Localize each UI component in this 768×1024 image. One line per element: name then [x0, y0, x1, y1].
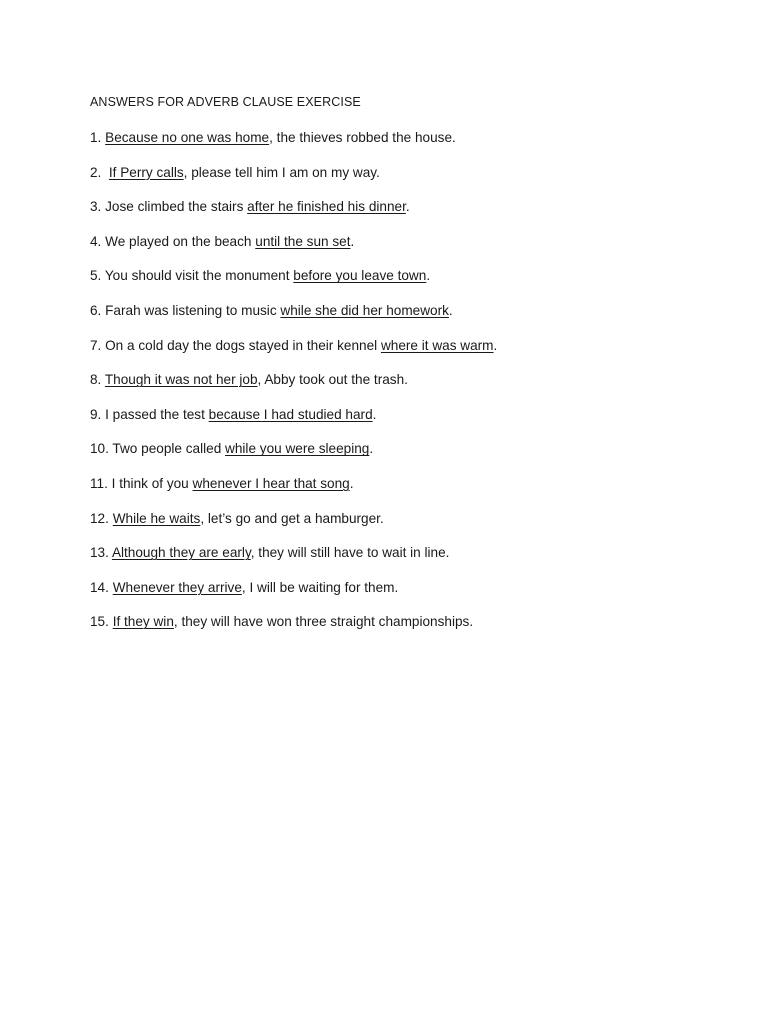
answer-prefix: 9. I passed the test [90, 406, 209, 422]
answer-suffix: . [448, 302, 453, 318]
answer-prefix: 13. [90, 545, 112, 561]
answer-item-2 [90, 164, 497, 199]
adverb-clause: where it was warm [380, 337, 494, 353]
answer-prefix: 3. Jose climbed the stairs [90, 199, 248, 215]
answer-item-11 [90, 475, 497, 510]
answer-suffix: , let’s go and get a hamburger. [200, 510, 384, 526]
answer-prefix: 10. Two people called [90, 441, 226, 457]
answer-suffix: , the thieves robbed the house. [269, 130, 456, 145]
answer-prefix: 14. [90, 579, 113, 595]
answer-item-4 [90, 233, 497, 268]
answer-suffix: . [493, 337, 498, 353]
answer-item-9 [90, 406, 497, 441]
answer-prefix: 2. [90, 164, 109, 180]
answer-item-6 [90, 302, 497, 337]
answer-suffix: . [350, 233, 355, 249]
adverb-clause: while she did her homework [280, 302, 449, 318]
answer-prefix: 7. On a cold day the dogs stayed in their kennel [90, 337, 381, 353]
answer-prefix: 4. We played on the beach [90, 233, 256, 249]
adverb-clause: Although they are early [111, 545, 251, 561]
answer-prefix: 5. You should visit the monument [90, 268, 294, 284]
answer-item-3 [90, 198, 497, 233]
adverb-clause: while you were sleeping [225, 441, 370, 457]
adverb-clause: If Perry calls [108, 164, 184, 180]
answer-item-13 [90, 544, 497, 579]
answer-suffix: , I will be waiting for them. [241, 579, 399, 595]
answer-suffix: , please tell him I am on my way. [183, 164, 380, 180]
adverb-clause: because I had studied hard [208, 406, 373, 422]
answer-prefix: 6. Farah was listening to music [90, 302, 281, 318]
answer-item-7 [90, 337, 497, 372]
answer-prefix: 11. I think of you [90, 475, 193, 491]
answer-suffix: . [372, 406, 377, 422]
answer-item-14 [90, 579, 497, 614]
answer-item-8 [90, 371, 497, 406]
answer-prefix: 12. [90, 510, 113, 526]
adverb-clause: While he waits [112, 510, 201, 526]
answer-item-15 [90, 613, 497, 648]
answer-suffix: . [405, 199, 410, 215]
document-title: ANSWERS FOR ADVERB CLAUSE EXERCISE [90, 95, 361, 109]
answer-item-12 [90, 510, 497, 545]
answer-suffix: . [369, 441, 374, 457]
adverb-clause: whenever I hear that song [192, 475, 350, 491]
adverb-clause: until the sun set [255, 233, 351, 249]
adverb-clause: Whenever they arrive [112, 579, 242, 595]
adverb-clause: Because no one was home [105, 130, 270, 145]
answer-item-5 [90, 267, 497, 302]
adverb-clause: after he finished his dinner [247, 199, 406, 215]
answer-suffix: , Abby took out the trash. [257, 372, 408, 388]
answer-item-10 [90, 440, 497, 475]
answer-suffix: , they will still have to wait in line. [250, 545, 450, 561]
answer-prefix: 1. [90, 130, 106, 145]
answer-suffix: . [426, 268, 431, 284]
answer-suffix: . [349, 475, 354, 491]
answer-prefix: 8. [90, 372, 105, 388]
answer-list [90, 129, 497, 648]
adverb-clause: before you leave town [293, 268, 427, 284]
answer-prefix: 15. [90, 614, 113, 630]
answer-suffix: , they will have won three straight championships. [173, 614, 474, 630]
answer-item-1 [90, 129, 497, 164]
adverb-clause: Though it was not her job [104, 372, 258, 388]
adverb-clause: If they win [112, 614, 174, 630]
